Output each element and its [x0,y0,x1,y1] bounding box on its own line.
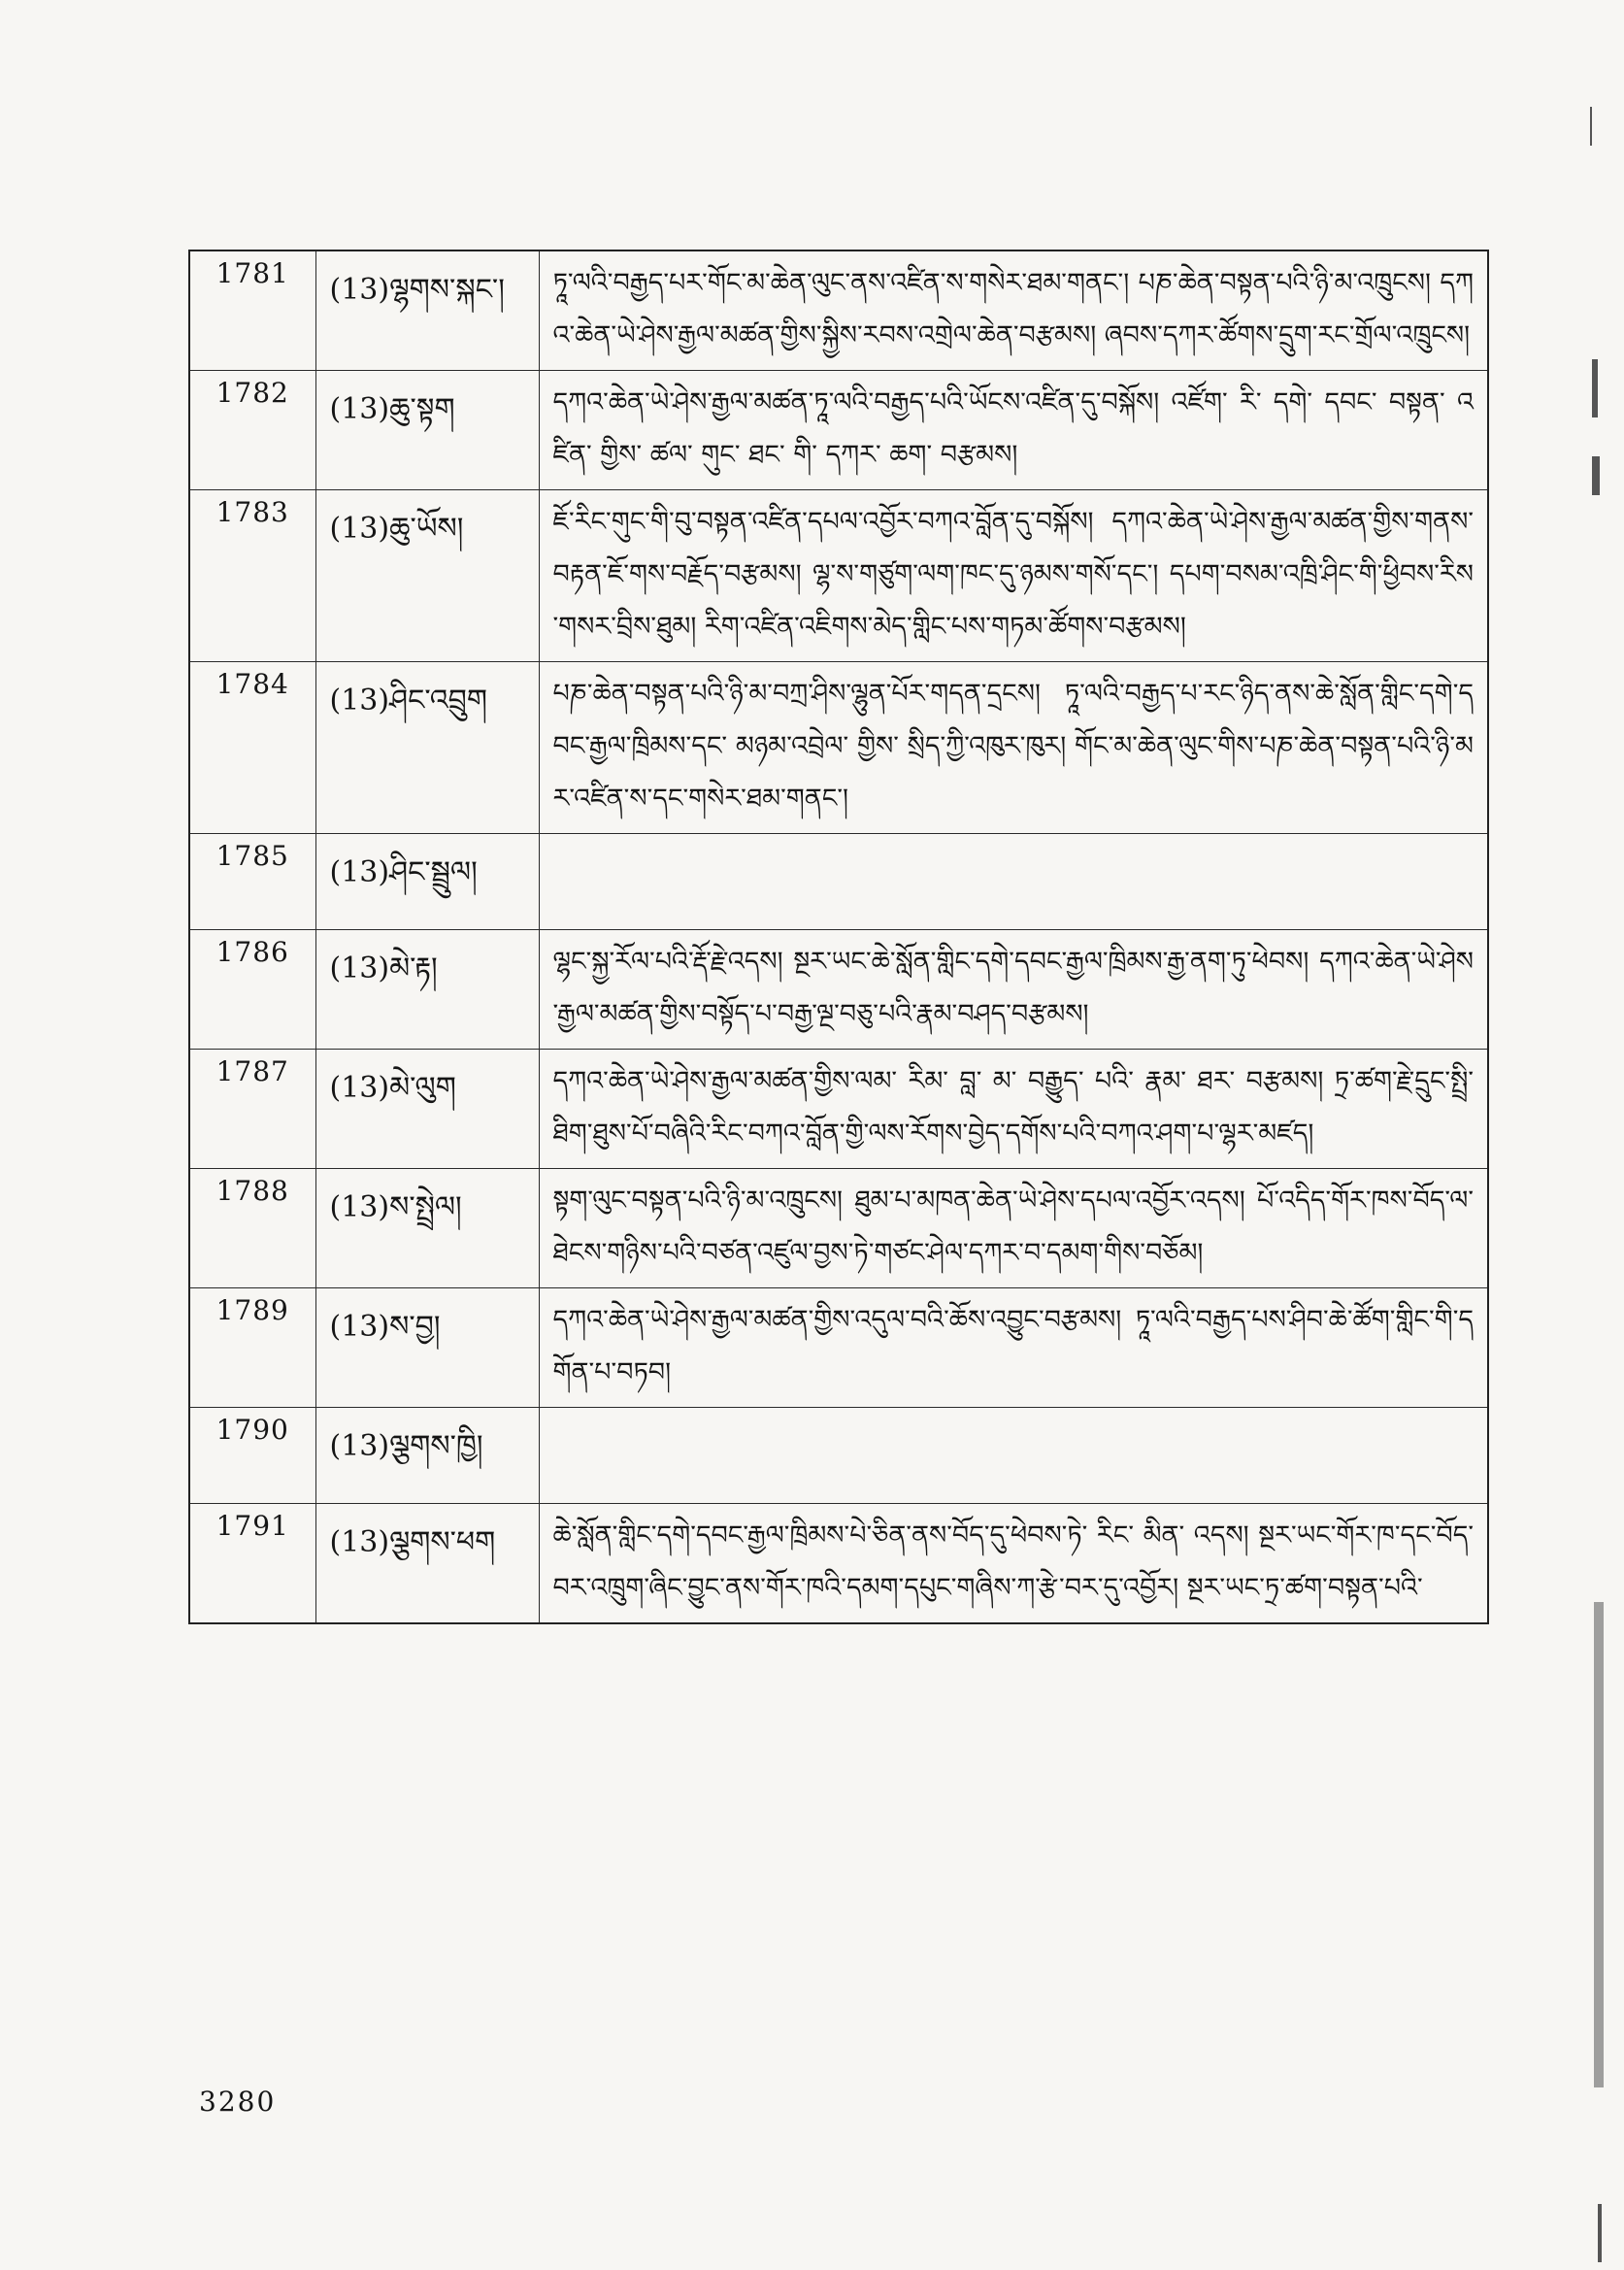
table-row [189,834,1488,930]
table-row [189,1504,1488,1624]
table-row [189,1050,1488,1169]
entry-number: 1786 [189,930,315,1050]
table-body [189,250,1488,1623]
table-row [189,250,1488,371]
entry-number: 1789 [189,1288,315,1408]
chronology-table [188,250,1489,1624]
event-description: ཆེ་སློན་གླིང་དགེ་དབང་རྒྱལ་ཁྲིམས་པེ་ཅིན་ནས་བོད་དུ་ཕེབས་ཏེ་ རིང་ མིན་ འདས། སྔར་ཡང་གོར་ཁ་དང་བོད་བར་འཁྲུག་ཞིང་བྱུང་ནས་གོར་ཁའི་དམག་དཔུང་གཞིས་ཀ་རྩེ་བར་དུ་འབྱོར། སྔར་ཡང་ཏྲ་ཚག་བསྟན་པའི་ [539,1504,1488,1624]
year-name: (13)ཤིང་སྦྲུལ། [315,834,539,930]
event-description: དཀའ་ཆེན་ཡེ་ཤེས་རྒྱལ་མཚན་གྱིས་ལམ་ རིམ་ བླ་ མ་ བརྒྱུད་ པའི་ རྣམ་ ཐར་ བརྩམས། ཏྲ་ཚག་རྗེ་དྲུང་སྤྲི་ཐིག་ཐུས་པོ་བཞིའི་རིང་བཀའ་བློན་གྱི་ལས་རོགས་བྱེད་དགོས་པའི་བཀའ་ཤག་པ་ལྷར་མཛད། [539,1050,1488,1169]
entry-number: 1787 [189,1050,315,1169]
scan-margin-mark [1592,456,1600,495]
table-row [189,371,1488,490]
event-description: པཎ་ཆེན་བསྟན་པའི་ཉི་མ་བཀྲ་ཤིས་ལྷུན་པོར་གདན་དྲངས། ཏཱ་ལའི་བརྒྱད་པ་རང་ཉིད་ནས་ཆེ་སློན་གླིང་དགེ་དབང་རྒྱལ་ཁྲིམས་དང་ མཉམ་འབྲེལ་ གྱིས་ སྲིད་ཀྱི་འཁུར་ཁུར། གོང་མ་ཆེན་ལུང་གིས་པཎ་ཆེན་བསྟན་པའི་ཉི་མར་འཛིན་ས་དང་གསེར་ཐམ་གནང་། [539,662,1488,834]
year-name: (13)ལྷགས་སྐང་། [315,250,539,371]
year-name: (13)མེ་ལུག [315,1050,539,1169]
year-name: (13)ཆུ་སྟག [315,371,539,490]
year-name: (13)ཤིང་འབྲུག [315,662,539,834]
entry-number: 1790 [189,1408,315,1504]
entry-number: 1782 [189,371,315,490]
event-description [539,834,1488,930]
event-description: དཀའ་ཆེན་ཡེ་ཤེས་རྒྱལ་མཚན་ཏཱ་ལའི་བརྒྱད་པའི་ཡོངས་འཛིན་དུ་བསྐོས། འཛོག་ རི་ དགེ་ དབང་ བསྟན་ འཛིན་ གྱིས་ ཚལ་ གུང་ ཐང་ གི་ དཀར་ ཆག་ བརྩམས། [539,371,1488,490]
scan-margin-mark [1592,359,1598,417]
table-row [189,662,1488,834]
table-row [189,1169,1488,1288]
entry-number: 1784 [189,662,315,834]
event-description [539,1408,1488,1504]
event-description: དཀའ་ཆེན་ཡེ་ཤེས་རྒྱལ་མཚན་གྱིས་འདུལ་བའི་ཆོས་འབྱུང་བརྩམས། ཏཱ་ལའི་བརྒྱད་པས་ཤིབ་ཆེ་ཚོག་གླིང་གི་དགོན་པ་བཏབ། [539,1288,1488,1408]
scan-margin-mark [1590,107,1592,146]
entry-number: 1791 [189,1504,315,1624]
year-name: (13)ལྕགས་ཕག [315,1504,539,1624]
page-number: 3280 [199,2086,277,2118]
entry-number: 1788 [189,1169,315,1288]
year-name: (13)མེ་རྟ། [315,930,539,1050]
table-row [189,1288,1488,1408]
event-description: ལྷང་སྐྱ་རོལ་པའི་རྡོ་རྗེ་འདས། སྔར་ཡང་ཆེ་སློན་གླིང་དགེ་དབང་རྒྱལ་ཁྲིམས་རྒྱ་ནག་ཏུ་ཕེབས། དཀའ་ཆེན་ཡེ་ཤེས་རྒྱལ་མཚན་གྱིས་བསྟོད་པ་བརྒྱ་ལྔ་བཅུ་པའི་རྣམ་བཤད་བརྩམས། [539,930,1488,1050]
event-description: ཏཱ་ལའི་བརྒྱད་པར་གོང་མ་ཆེན་ལུང་ནས་འཛིན་ས་གསེར་ཐམ་གནང་། པཎ་ཆེན་བསྟན་པའི་ཉི་མ་འཁྲུངས། དཀའ་ཆེན་ཡེ་ཤེས་རྒྱལ་མཚན་གྱིས་སྐྱིས་རབས་འགྲེལ་ཆེན་བརྩམས། ཞབས་དཀར་ཚོགས་དྲུག་རང་གྲོལ་འཁྲུངས། [539,250,1488,371]
table-row [189,930,1488,1050]
year-name: (13)ཆུ་ཡོས། [315,490,539,662]
year-name: (13)ལྕགས་ཁྱི། [315,1408,539,1504]
entry-number: 1781 [189,250,315,371]
year-name: (13)ས་སྤྲེལ། [315,1169,539,1288]
scan-margin-mark [1598,2204,1602,2262]
event-description: སྟག་ལུང་བསྟན་པའི་ཉི་མ་འཁྲུངས། ཐུམ་པ་མཁན་ཆེན་ཡེ་ཤེས་དཔལ་འབྱོར་འདས། པོ་འདིད་གོར་ཁས་བོད་ལ་ཐེངས་གཉིས་པའི་བཙན་འཛུལ་བྱས་ཏེ་གཙང་ཤེལ་དཀར་བ་དམག་གིས་བཅོམ། [539,1169,1488,1288]
event-description: ཇོ་རིང་གུང་གི་བུ་བསྟན་འཛིན་དཔལ་འབྱོར་བཀའ་བློན་དུ་བསྐོས། དཀའ་ཆེན་ཡེ་ཤེས་རྒྱལ་མཚན་གྱིས་གནས་བརྟན་ཇོ་གས་བརྗོད་བརྩམས། ལྷ་ས་གཙུག་ལག་ཁང་དུ་ཉམས་གསོ་དང་། དཔག་བསམ་འཁྲི་ཤིང་གི་ཕྱིབས་རིས་གསར་བྲིས་ཐུམ། རིག་འཛིན་འཇིགས་མེད་གླིང་པས་གཏམ་ཚོགས་བརྩམས། [539,490,1488,662]
table-row [189,490,1488,662]
year-name: (13)ས་བྱ། [315,1288,539,1408]
entry-number: 1783 [189,490,315,662]
scan-margin-mark [1594,1602,1604,2087]
table-row [189,1408,1488,1504]
entry-number: 1785 [189,834,315,930]
